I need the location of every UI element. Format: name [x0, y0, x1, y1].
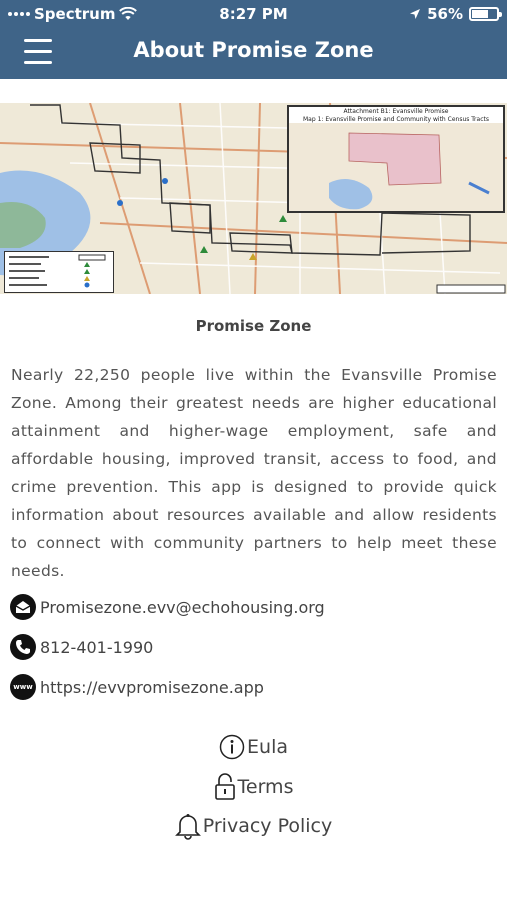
page-title: About Promise Zone [133, 38, 374, 62]
bell-icon [175, 812, 201, 840]
map-inset-title-2: Map 1: Evansville Promise and Community with Census Tracts [303, 116, 489, 123]
top-bar [0, 0, 507, 79]
envelope-icon [10, 594, 36, 620]
privacy-label: Privacy Policy [202, 815, 333, 837]
promise-zone-map [0, 103, 507, 294]
status-bar [0, 0, 507, 28]
battery-percent: 56% [427, 5, 463, 23]
legend-graphic [5, 252, 112, 291]
about-paragraph: Nearly 22,250 people live within the Evansville Promise Zone. Among their greatest needs are higher educational attainment and higher-wage employment, safe and affordable housing, improved transit, access to food, and crime prevention. This app is designed to provide quick information about resources available and allow residents to connect with community partners to help meet these needs. [11, 366, 497, 580]
nav-row [0, 28, 507, 79]
website-text: https://evvpromisezone.app [40, 677, 264, 697]
status-time: 8:27 PM [219, 5, 288, 23]
eula-link[interactable] [0, 734, 507, 760]
map-caption: Promise Zone [195, 317, 312, 335]
eula-label: Eula [247, 736, 288, 758]
unlock-icon [214, 773, 236, 801]
website-link[interactable] [10, 674, 264, 700]
map-legend [4, 251, 114, 293]
phone-link[interactable] [10, 634, 153, 660]
www-label: www [13, 683, 33, 691]
battery-icon [469, 7, 499, 21]
location-arrow-icon [409, 8, 421, 20]
info-circle-icon [219, 734, 245, 760]
terms-label: Terms [237, 776, 294, 798]
carrier-name: Spectrum [34, 5, 116, 23]
map-inset [287, 105, 505, 213]
status-right [409, 5, 499, 23]
globe-www-icon [10, 674, 36, 700]
phone-icon [10, 634, 36, 660]
email-link[interactable] [10, 594, 325, 620]
email-text: Promisezone.evv@echohousing.org [40, 597, 325, 617]
privacy-policy-link[interactable] [0, 812, 507, 840]
inset-map-graphic [289, 123, 503, 211]
terms-link[interactable] [0, 773, 507, 801]
phone-text: 812-401-1990 [40, 637, 154, 657]
map-inset-title-1: Attachment B1: Evansville Promise [343, 108, 449, 115]
